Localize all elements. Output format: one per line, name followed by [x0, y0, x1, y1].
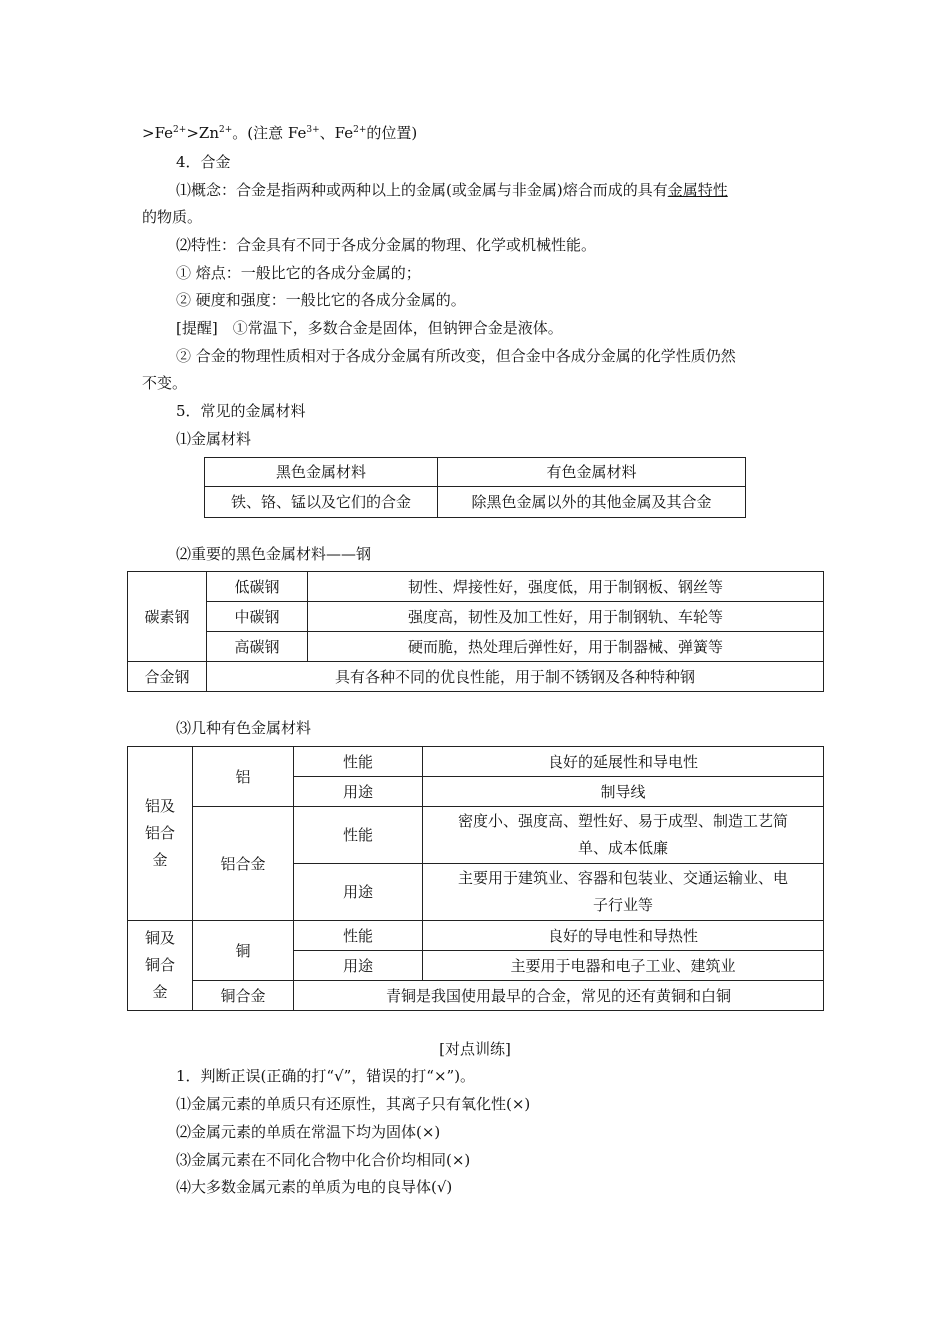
- carbon-steel-cell: 碳素钢: [128, 572, 207, 662]
- ion-order-line: [142, 123, 417, 143]
- practice-title: [对点训练]: [439, 1040, 511, 1058]
- table-row: [128, 747, 824, 777]
- copper-property-desc: 良好的导电性和导热性: [423, 921, 824, 951]
- alloy-steel-cell: 合金钢: [128, 662, 207, 692]
- table-row: [128, 662, 824, 692]
- steel-table: [127, 571, 824, 692]
- table-row: [128, 921, 824, 951]
- mid-carbon-cell: 中碳钢: [207, 602, 308, 632]
- question-1-item-2: ⑵金属元素的单质在常温下均为固体(×): [176, 1123, 441, 1141]
- melting-point: ① 熔点：一般比它的各成分金属的；: [176, 264, 421, 282]
- alloy-concept: [176, 180, 728, 200]
- table-row: [205, 487, 746, 518]
- text-zn: >Zn: [186, 124, 219, 142]
- cell-ferrous: 铁、铬、锰以及它们的合金: [205, 487, 438, 518]
- nonferrous-table: [127, 746, 824, 1011]
- charge-sup: 3+: [306, 125, 320, 135]
- subsection-1-title: ⑴金属材料: [176, 430, 252, 448]
- copper-use-label: 用途: [294, 951, 423, 981]
- reminder-2: ② 合金的物理性质相对于各成分金属有所改变，但合金中各成分金属的化学性质仍然: [176, 347, 736, 365]
- alloy-concept-text: ⑴概念：合金是指两种或两种以上的金属(或金属与非金属)熔合而成的具有: [176, 181, 668, 199]
- cell-nonferrous: 除黑色金属以外的其他金属及其合金: [438, 487, 746, 518]
- subsection-2-title: ⑵重要的黑色金属材料——钢: [176, 545, 372, 563]
- copper-alloy-desc: 青铜是我国使用最早的合金，常见的还有黄铜和白铜: [294, 981, 824, 1011]
- aluminum-property-label: 性能: [294, 747, 423, 777]
- question-1-item-1: ⑴金属元素的单质只有还原性，其离子只有氧化性(×): [176, 1095, 531, 1113]
- aluminum-alloy-property-label: 性能: [294, 807, 423, 864]
- header-nonferrous: 有色金属材料: [438, 458, 746, 487]
- reminder-2-cont: 不变。: [142, 374, 188, 392]
- aluminum-alloy-use-label: 用途: [294, 864, 423, 921]
- copper-cell: 铜: [193, 921, 294, 981]
- high-carbon-desc: 硬而脆，热处理后弹性好，用于制器械、弹簧等: [308, 632, 824, 662]
- reminder: [提醒] ①常温下，多数合金是固体，但钠钾合金是液体。: [176, 319, 563, 337]
- table-row: [128, 807, 824, 864]
- copper-group-cell: 铜及 铜合 金: [128, 921, 193, 1011]
- aluminum-alloy-cell: 铝合金: [193, 807, 294, 921]
- text-fe2: 、Fe: [319, 124, 354, 142]
- table-row: [128, 572, 824, 602]
- aluminum-use-desc: 制导线: [423, 777, 824, 807]
- table-row: [128, 602, 824, 632]
- alloy-steel-desc: 具有各种不同的优良性能，用于制不锈钢及各种特种钢: [207, 662, 824, 692]
- copper-alloy-cell: 铜合金: [193, 981, 294, 1011]
- table-row: [128, 632, 824, 662]
- high-carbon-cell: 高碳钢: [207, 632, 308, 662]
- aluminum-alloy-use-desc: 主要用于建筑业、容器和包装业、交通运输业、电 子行业等: [423, 864, 824, 921]
- low-carbon-desc: 韧性、焊接性好，强度低，用于制钢板、钢丝等: [308, 572, 824, 602]
- hardness: ② 硬度和强度：一般比它的各成分金属的。: [176, 291, 466, 309]
- underlined-term: 金属特性: [667, 181, 728, 199]
- alloy-property: ⑵特性：合金具有不同于各成分金属的物理、化学或机械性能。: [176, 236, 597, 254]
- text-note: 。(注意 Fe: [232, 124, 307, 142]
- copper-property-label: 性能: [294, 921, 423, 951]
- aluminum-cell: 铝: [193, 747, 294, 807]
- charge-sup: 2+: [173, 125, 187, 135]
- mid-carbon-desc: 强度高，韧性及加工性好，用于制钢轨、车轮等: [308, 602, 824, 632]
- question-1: 1．判断正误(正确的打“√”，错误的打“×”)。: [176, 1067, 476, 1085]
- aluminum-group-cell: 铝及 铝合 金: [128, 747, 193, 921]
- metal-materials-table: [204, 457, 746, 518]
- low-carbon-cell: 低碳钢: [207, 572, 308, 602]
- section-4-title: 4．合金: [176, 153, 231, 171]
- aluminum-property-desc: 良好的延展性和导电性: [423, 747, 824, 777]
- aluminum-alloy-property-desc: 密度小、强度高、塑性好、易于成型、制造工艺简 单、成本低廉: [423, 807, 824, 864]
- subsection-3-title: ⑶几种有色金属材料: [176, 719, 312, 737]
- header-ferrous: 黑色金属材料: [205, 458, 438, 487]
- copper-use-desc: 主要用于电器和电子工业、建筑业: [423, 951, 824, 981]
- aluminum-use-label: 用途: [294, 777, 423, 807]
- question-1-item-3: ⑶金属元素在不同化合物中化合价均相同(×): [176, 1151, 471, 1169]
- text-position: 的位置): [366, 124, 418, 142]
- question-1-item-4: ⑷大多数金属元素的单质为电的良导体(√): [176, 1178, 453, 1196]
- charge-sup: 2+: [218, 125, 233, 135]
- table-row: [205, 458, 746, 487]
- charge-sup: 2+: [353, 125, 367, 135]
- alloy-concept-cont: 的物质。: [142, 208, 203, 226]
- table-row: [128, 981, 824, 1011]
- section-5-title: 5．常见的金属材料: [176, 402, 306, 420]
- text-fe: >Fe: [142, 124, 174, 142]
